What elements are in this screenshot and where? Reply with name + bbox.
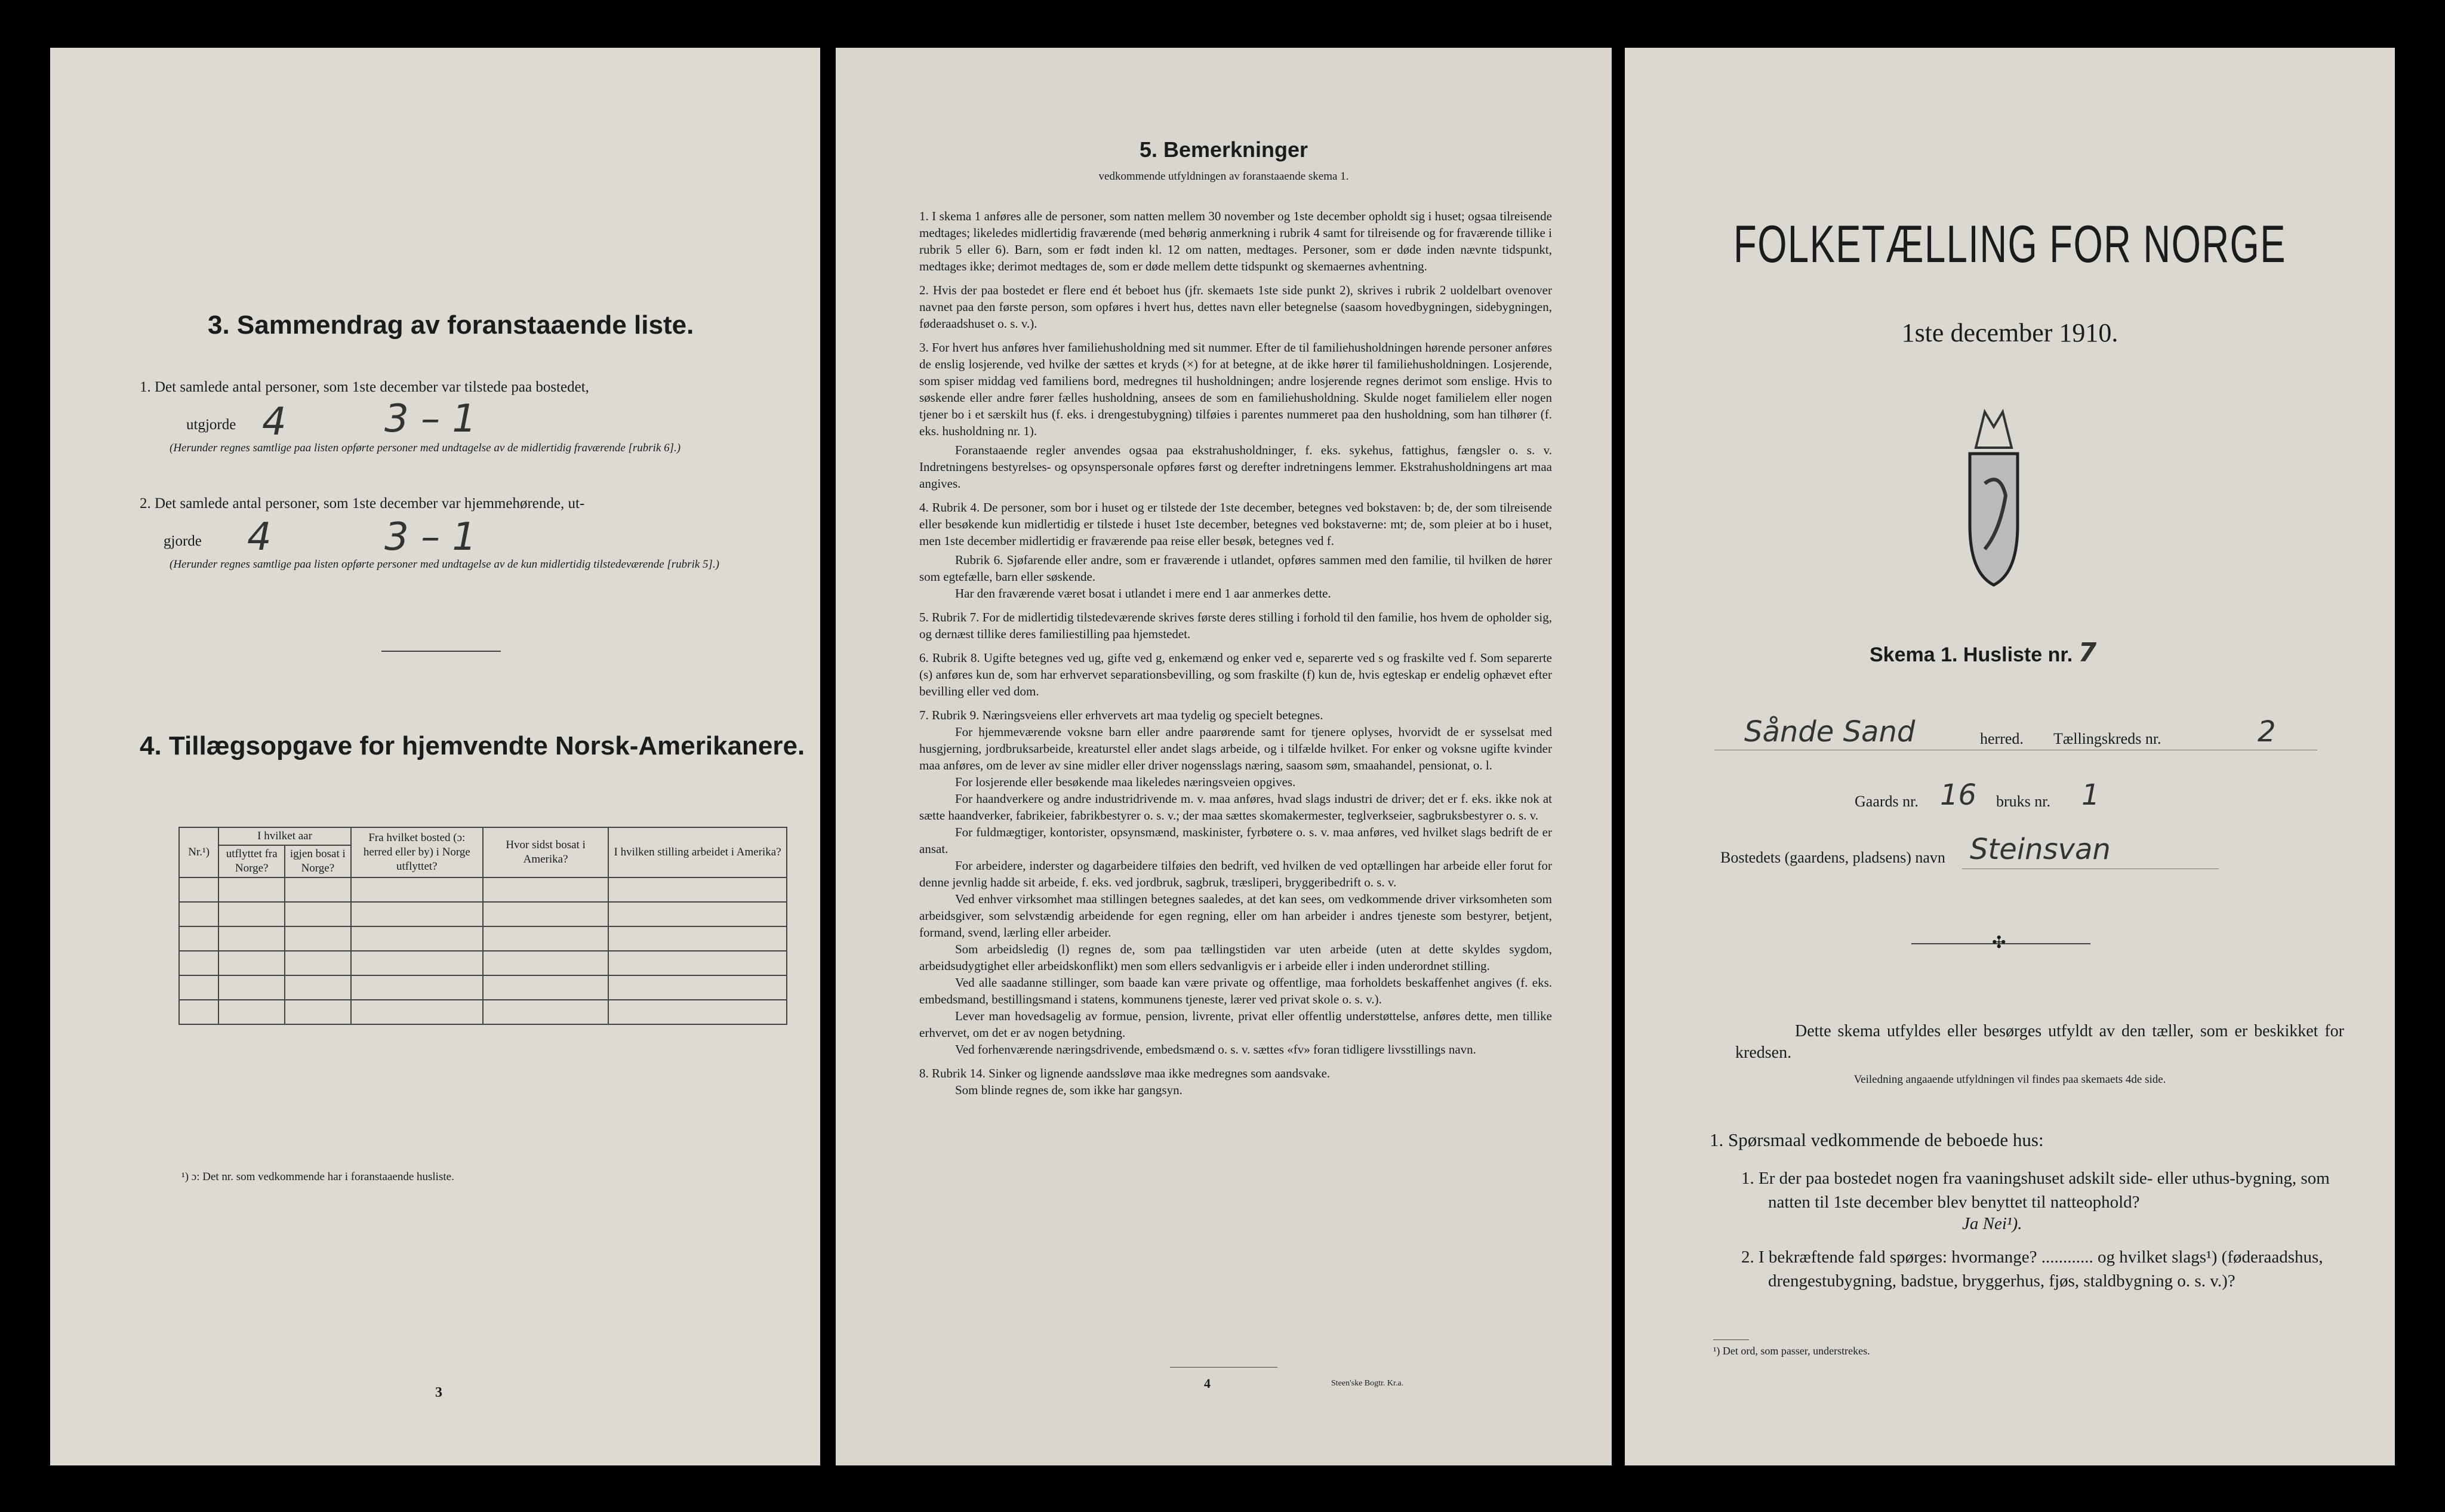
gaards-value: 16 bbox=[1940, 778, 1977, 812]
header-nr: Nr.¹) bbox=[179, 827, 218, 877]
gaards-label: Gaards nr. bbox=[1855, 793, 1919, 810]
header-hvor-sidst-bosat: Hvor sidst bosat i Amerika? bbox=[483, 827, 608, 877]
herred-label: herred. bbox=[1980, 730, 2024, 747]
bruks-value: 1 bbox=[2081, 778, 2100, 812]
norsk-amerikanere-table bbox=[178, 827, 787, 1025]
remark-paragraph: Har den fraværende været bosat i utlandet i mere end 1 aar anmerkes dette. bbox=[955, 586, 1331, 601]
remark-paragraph: 5. Rubrik 7. For de midlertidig tilstedeværende skrives første deres stilling i forhold til den familie, hos hvem de opholder sig, og dernæst tillike deres familiestilling paa hjemstedet. bbox=[919, 610, 1552, 641]
table-row bbox=[179, 1000, 787, 1024]
page-right bbox=[1625, 48, 2395, 1465]
bosted-value: Steinsvan bbox=[1970, 833, 2111, 866]
remark-paragraph: 8. Rubrik 14. Sinker og lignende aandssløve maa ikke medregnes som aandsvake. bbox=[919, 1066, 1331, 1080]
table-row bbox=[179, 975, 787, 1000]
instruction-text: Dette skema utfyldes eller besørges utfyldt av den tæller, som er beskikket for kredsen. bbox=[1735, 1022, 2344, 1062]
remark-paragraph: 7. Rubrik 9. Næringsveiens eller erhvervets art maa tydelig og specielt betegnes. bbox=[919, 708, 1323, 722]
remark-paragraph: Ved alle saadanne stillinger, som baade kan være private og offentlige, maa forholdets beskaffenhet angives (f. eks. embedsmand, bestillingsmand i statens, kommunens tjeneste, lærer ved privat skole o. s. v.). bbox=[919, 975, 1552, 1006]
item1-extra: 3 – 1 bbox=[384, 397, 477, 441]
kreds-value: 2 bbox=[2258, 715, 2276, 749]
remark-paragraph: 1. I skema 1 anføres alle de personer, som natten mellem 30 november og 1ste december opholdt sig i huset; ogsaa tilreisende medtages; likeledes midlertidig fraværende (med behørig anmerkning i rubrik 4 samt for tilreisende og for fraværende tillike i rubrik 5 eller 6). Barn, som er født inden kl. 12 om natten, medtages. Personer, som er døde inden nævnte tidspunkt, medtages ikke; derimot medtages de, som er døde mellem dette tidspunkt og skemaernes avhentning. bbox=[919, 209, 1552, 273]
remark-paragraph: Som arbeidsledig (l) regnes de, som paa tællingstiden var uten arbeide (uten at dette skyldes sygdom, arbeidsudygtighet eller arbeidskonflikt) men som ellers sedvanligvis er i arbeide eller i inden underordnet stilling. bbox=[919, 942, 1552, 973]
coat-of-arms-icon bbox=[1958, 394, 2030, 597]
remark-paragraph: 3. For hvert hus anføres hver familiehusholdning med sit nummer. Efter de til familiehusholdningen hørende personer anføres de enslig losjerende, ved hvilke der sættes et kryds (×) for at betegne, at de ikke hører til familiehusholdningen. Losjerende, som spiser middag ved familiens bord, medregnes til husholdningen; andre losjerende regnes derimot som enslige. Hvis to søskende eller andre fører fælles husholdning, ansees de som en familiehusholdning. Skulde noget familielem eller nogen tjener bo i et særskilt hus (f. eks. i drengestubygning) tilføies i parentes nummeret paa den husholdning, som han tilhører (f. eks. husholdning nr. 1). bbox=[919, 340, 1552, 438]
footnote-divider bbox=[1713, 1339, 1749, 1340]
section4-title: 4. Tillægsopgave for hjemvendte Norsk-Amerikanere. bbox=[140, 731, 805, 760]
footnote: ¹) Det ord, som passer, understrekes. bbox=[1713, 1345, 1870, 1357]
table-row bbox=[179, 902, 787, 926]
header-fra-hvilket-bosted: Fra hvilket bosted (ɔ: herred eller by) i Norge utflyttet? bbox=[351, 827, 483, 877]
printer-mark: Steen'ske Bogtr. Kr.a. bbox=[1331, 1379, 1404, 1388]
footnote: ¹) ɔ: Det nr. som vedkommende har i foranstaaende husliste. bbox=[181, 1171, 454, 1183]
herred-value: Sånde Sand bbox=[1744, 715, 1916, 749]
remark-paragraph: 2. Hvis der paa bostedet er flere end ét beboet hus (jfr. skemaets 1ste side punkt 2), skrives i rubrik 2 uoldelbart ovenover navnet paa den første person, som opføres i hvert hus, dettes navn eller betegnelse (saasom hovedbygningen, sidebygningen, føderaadshuset o. s. v.). bbox=[919, 283, 1552, 331]
ornament-icon: ✣ bbox=[1992, 934, 2006, 952]
item2-note: (Herunder regnes samtlige paa listen opførte personer med undtagelse av de kun midlertidig tilstedeværende [rubrik 5].) bbox=[170, 558, 719, 571]
remarks-subtitle: vedkommende utfyldningen av foranstaaende skema 1. bbox=[1098, 170, 1349, 183]
bosted-label: Bostedets (gaardens, pladsens) navn bbox=[1720, 849, 1945, 866]
item2-extra: 3 – 1 bbox=[384, 515, 477, 559]
census-date: 1ste december 1910. bbox=[1901, 318, 2118, 347]
remark-paragraph: For hjemmeværende voksne barn eller andre paarørende samt for tjenere oplyses, hvorvidt de er sysselsat med husgjerning, jordbruksarbeide, kreaturstel eller andet slags arbeide, og i tilfælde hvilket. For enker og voksne ugifte kvinder maa anføres, om de lever av sine midler eller driver nogensslags næring, saasom søm, smaahandel, pensionat, o. l. bbox=[919, 725, 1552, 772]
question1-1: 1. Er der paa bostedet nogen fra vaaningshuset adskilt side- eller uthus-bygning, som natten til 1ste december blev benyttet til natteophold? bbox=[1741, 1169, 2330, 1212]
item2-gjorde-label: gjorde bbox=[164, 533, 202, 549]
question1-2: 2. I bekræftende fald spørges: hvormange? ............ og hvilket slags¹) (føderaadshus, drengestubygning, badstue, bryggerhus, fjøs, staldbygning o. s. v.)? bbox=[1741, 1248, 2323, 1291]
remark-paragraph: For losjerende eller besøkende maa likeledes næringsveien opgives. bbox=[955, 775, 1296, 789]
item2-text: 2. Det samlede antal personer, som 1ste december var hjemmehørende, ut- bbox=[140, 495, 585, 512]
remark-paragraph: Som blinde regnes de, som ikke har gangsyn. bbox=[955, 1083, 1183, 1097]
remark-paragraph: Rubrik 6. Sjøfarende eller andre, som er fraværende i utlandet, opføres sammen med den familie, til hvilken de hører som egtefælle, barn eller søskende. bbox=[919, 553, 1552, 584]
remark-paragraph: Lever man hovedsagelig av formue, pension, livrente, privat eller offentlig understøttelse, anføres dette, men tillike erhvervet, om det er av nogen betydning. bbox=[919, 1009, 1552, 1040]
item1-note: (Herunder regnes samtlige paa listen opførte personer med undtagelse av de midlertidig fraværende [rubrik 6].) bbox=[170, 442, 681, 454]
item1-value: 4 bbox=[262, 400, 287, 444]
instruction-small: Veiledning angaaende utfyldningen vil findes paa skemaets 4de side. bbox=[1853, 1073, 2166, 1086]
remarks-body bbox=[919, 208, 1552, 1098]
remark-paragraph: 4. Rubrik 4. De personer, som bor i huset og er tilstede der 1ste december, betegnes ved bokstaven: b; de, der som tilreisende eller besøkende kun midlertidig er tilstede i huset 1ste december, betegnes ved bokstaverne: mt; de, som pleier at bo i huset, men 1ste december midlertidig er fraværende paa reise eller besøk, betegnes ved f. bbox=[919, 500, 1552, 548]
question1-1-answer: Ja Nei¹). bbox=[1962, 1214, 2022, 1233]
skema-line bbox=[1870, 638, 2096, 668]
remark-paragraph: Ved forhenværende næringsdrivende, embedsmænd o. s. v. sættes «fv» foran tidligere livsstillings navn. bbox=[955, 1042, 1476, 1057]
divider bbox=[1170, 1367, 1277, 1368]
remark-paragraph: Ved enhver virksomhet maa stillingen betegnes saaledes, at det kan sees, om vedkommende driver virksomheten som arbeidsgiver, som selvstændig arbeidende for egen regning, eller om han arbeider i andres tjeneste som bestyrer, betjent, formand, svend, lærling eller arbeider. bbox=[919, 892, 1552, 940]
item1-utgjorde-label: utgjorde bbox=[186, 417, 236, 433]
husliste-value: 7 bbox=[2078, 638, 2097, 668]
remark-paragraph: For haandverkere og andre industridrivende m. v. maa anføres, hvad slags industri de driver; det er f. eks. ikke nok at sætte haandverker, fabrikeier, fabrikbestyrer o. s. v.; der maa sættes skomakermester, teglverkseier, sagbruksbestyrer o. s. v. bbox=[919, 792, 1552, 823]
page-middle bbox=[836, 48, 1612, 1465]
table-row bbox=[179, 926, 787, 951]
page-left bbox=[50, 48, 820, 1465]
remark-paragraph: Foranstaaende regler anvendes ogsaa paa ekstrahusholdninger, f. eks. sykehus, fattighus, fængsler o. s. v. Indretningens bestyrelses- og opsynspersonale opføres først og derefter indretningens lemmer. Ekstrahusholdningens art maa angives. bbox=[919, 443, 1552, 491]
page-number: 3 bbox=[435, 1385, 442, 1400]
divider bbox=[381, 651, 501, 652]
item2-value: 4 bbox=[247, 515, 272, 559]
section3-title: 3. Sammendrag av foranstaaende liste. bbox=[208, 310, 694, 340]
census-title: FOLKETÆLLING FOR NORGE bbox=[1733, 214, 2286, 273]
skema-label: Skema 1. Husliste nr. bbox=[1870, 643, 2073, 666]
table-row bbox=[179, 877, 787, 902]
remark-paragraph: 6. Rubrik 8. Ugifte betegnes ved ug, gifte ved g, enkemænd og enker ved e, separerte ved s og fraskilte ved f. Som separerte (s) anføres kun de, som har erhvervet separationsbevilling, og som fraskilte (f) kun de, hvis egteskap er endelig ophævet efter bevilling eller ved dom. bbox=[919, 651, 1552, 698]
question1-title: 1. Spørsmaal vedkommende de beboede hus: bbox=[1710, 1129, 2044, 1150]
header-i-hvilken-stilling: I hvilken stilling arbeidet i Amerika? bbox=[608, 827, 787, 877]
kreds-label: Tællingskreds nr. bbox=[2053, 730, 2161, 747]
header-igjen-bosat: igjen bosat i Norge? bbox=[285, 845, 351, 877]
remark-paragraph: For arbeidere, inderster og dagarbeidere tilføies den bedrift, ved hvilken de ved optællingen har arbeide eller forut for denne jevnlig hadde sit arbeide, f. eks. ved jordbruk, sagbruk, træsliperi, bryggeribedrift o. s. v. bbox=[919, 858, 1552, 889]
remark-paragraph: For fuldmægtiger, kontorister, opsynsmænd, maskinister, fyrbøtere o. s. v. maa anføres, ved hvilket slags bedrift de er ansat. bbox=[919, 825, 1552, 856]
header-i-hvilket-aar: I hvilket aar bbox=[218, 827, 350, 845]
bruks-label: bruks nr. bbox=[1996, 793, 2050, 810]
item1-text: 1. Det samlede antal personer, som 1ste december var tilstede paa bostedet, bbox=[140, 379, 589, 395]
header-utflyttet: utflyttet fra Norge? bbox=[218, 845, 285, 877]
page-number: 4 bbox=[1204, 1376, 1211, 1391]
remarks-title: 5. Bemerkninger bbox=[1139, 137, 1308, 162]
table-row bbox=[179, 951, 787, 975]
